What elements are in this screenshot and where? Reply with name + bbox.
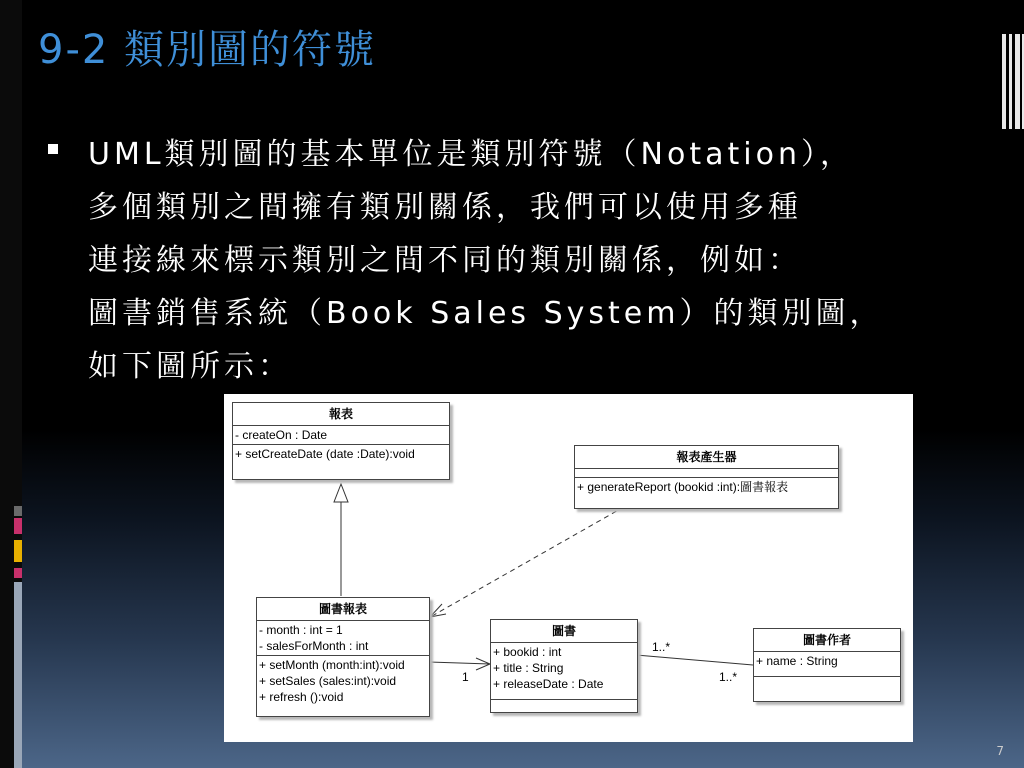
attribute: + name : String <box>756 654 838 668</box>
body-line: UML類別圖的基本單位是類別符號（Notation）， <box>88 137 854 172</box>
operations <box>233 445 449 479</box>
attributes <box>754 652 900 677</box>
title-decor-bars <box>0 0 22 140</box>
multiplicity-label: 1..* <box>719 670 738 684</box>
attributes <box>575 469 838 478</box>
multiplicity-label: 1 <box>462 670 469 684</box>
body-line: 圖書銷售系統（Book Sales System）的類別圖， <box>88 296 884 331</box>
attribute: + releaseDate : Date <box>493 677 604 691</box>
operation: + refresh ():void <box>259 690 344 704</box>
multiplicity-label: 1..* <box>652 640 671 654</box>
class-book <box>490 619 638 713</box>
class-report-generator <box>574 445 839 509</box>
association-line <box>429 662 490 664</box>
attribute: - month : int = 1 <box>259 623 343 637</box>
class-name: 報表產生器 <box>575 446 838 469</box>
class-name: 報表 <box>233 403 449 426</box>
attribute: - createOn : Date <box>235 428 328 442</box>
class-name: 圖書 <box>491 620 637 643</box>
class-report <box>232 402 450 480</box>
attributes <box>233 426 449 445</box>
slide-title: 9-2 類別圖的符號 <box>38 27 377 73</box>
operation: + generateReport (bookid :int):圖書報表 <box>577 480 789 494</box>
page-number: 7 <box>996 744 1004 758</box>
body-line: 連接線來標示類別之間不同的類別關係，例如： <box>88 243 802 278</box>
operation: + setCreateDate (date :Date):void <box>235 447 415 461</box>
uml-class-diagram <box>224 394 913 742</box>
operation: + setMonth (month:int):void <box>259 658 405 672</box>
operations <box>257 656 429 716</box>
attributes <box>491 643 637 700</box>
body-line: 多個類別之間擁有類別關係，我們可以使用多種 <box>88 190 802 225</box>
attribute: + bookid : int <box>493 645 562 659</box>
class-name: 圖書報表 <box>257 598 429 621</box>
attribute: + title : String <box>493 661 564 675</box>
attribute: - salesForMonth : int <box>259 639 369 653</box>
generalization-arrowhead <box>334 484 348 502</box>
bullet-square-icon <box>48 144 58 154</box>
dependency-arrowhead <box>430 604 446 617</box>
dependency-line <box>432 508 622 616</box>
operations <box>491 700 637 712</box>
body-line: 如下圖所示： <box>88 349 292 384</box>
class-name: 圖書作者 <box>754 629 900 652</box>
class-author <box>753 628 901 702</box>
operation: + setSales (sales:int):void <box>259 674 397 688</box>
class-book-report <box>256 597 430 717</box>
operations <box>575 478 838 508</box>
book-author-line <box>636 655 753 665</box>
operations <box>754 677 900 701</box>
body-text <box>88 128 1008 393</box>
attributes <box>257 621 429 656</box>
